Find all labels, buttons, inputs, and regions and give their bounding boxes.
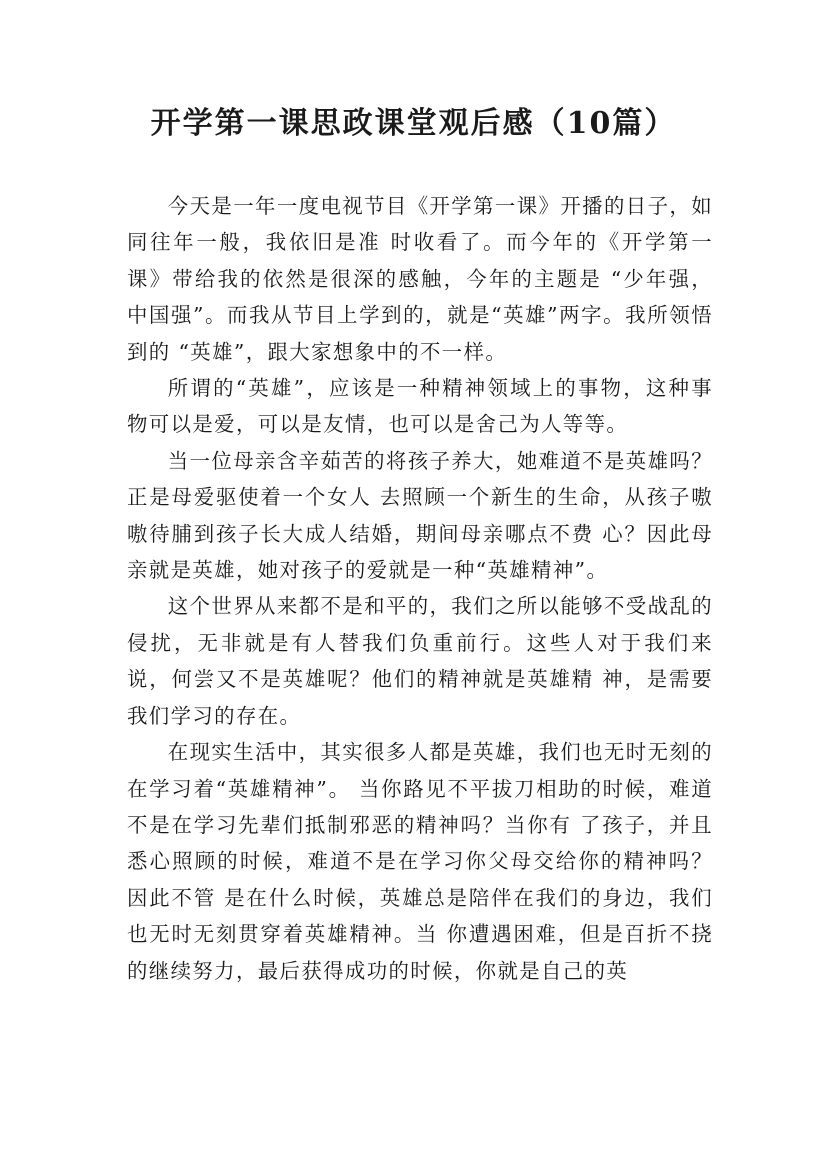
paragraph-5: 在现实生活中，其实很多人都是英雄，我们也无时无刻的在学习着“英雄精神”。 当你路见不平拔刀相助的时候，难道不是在学习先辈们抵制邪恶的精神吗？当你有 了孩子，并且悉心照顾的时候，难道不是在学习你父母交给你的精神吗？因此不管 是在什么时候，英雄总是陪伴在我们的身边，我们也无时无刻贯穿着英雄精神。当 你遭遇困难，但是百折不挠的继续努力，最后获得成功的时候，你就是自己的英	[127, 740, 713, 983]
page-title: 开学第一课思政课堂观后感（10篇）	[150, 106, 677, 141]
paragraph-1: 今天是一年一度电视节目《开学第一课》开播的日子，如同往年一般，我依旧是准 时收看了。而今年的《开学第一课》带给我的依然是很深的感触，今年的主题是 “少年强，中国强”。而我从节目上学到的，就是“英雄”两字。我所领悟到的 “英雄”，跟大家想象中的不一样。	[127, 194, 713, 364]
paragraph-4: 这个世界从来都不是和平的，我们之所以能够不受战乱的侵扰，无非就是有人替我们负重前行。这些人对于我们来说，何尝又不是英雄呢？他们的精神就是英雄精 神，是需要我们学习的存在。	[127, 594, 713, 728]
document-body	[127, 188, 713, 989]
paragraph-2: 所谓的“英雄”，应该是一种精神领域上的事物，这种事物可以是爱，可以是友情，也可以是舍己为人等等。	[127, 376, 713, 437]
paragraph-3: 当一位母亲含辛茹苦的将孩子养大，她难道不是英雄吗？正是母爱驱使着一个女人 去照顾一个新生的生命，从孩子嗷嗷待脯到孩子长大成人结婚，期间母亲哪点不费 心？因此母亲就是英雄，她对孩子的爱就是一种“英雄精神”。	[127, 448, 713, 583]
